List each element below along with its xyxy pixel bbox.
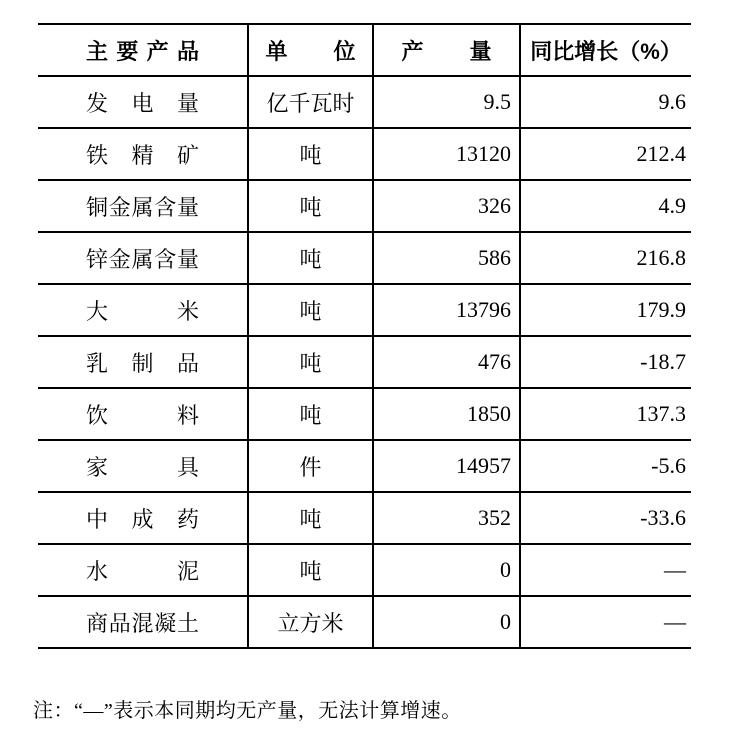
table-row: [38, 388, 691, 440]
output-cell: 352: [373, 492, 520, 544]
column-header-product: 主要产品: [38, 24, 248, 76]
growth-cell: 179.9: [520, 284, 691, 336]
unit-cell: 吨: [248, 388, 373, 440]
unit-cell: 吨: [248, 232, 373, 284]
column-header-unit: 单位: [248, 24, 373, 76]
product-cell: 中成药: [38, 492, 248, 544]
table-row: [38, 492, 691, 544]
output-cell: 586: [373, 232, 520, 284]
product-cell: 锌金属含量: [38, 232, 248, 284]
unit-cell: 吨: [248, 336, 373, 388]
output-cell: 1850: [373, 388, 520, 440]
product-cell: 铁精矿: [38, 128, 248, 180]
output-cell: 14957: [373, 440, 520, 492]
growth-cell: -33.6: [520, 492, 691, 544]
table-footnote: 注：“—”表示本同期均无产量，无法计算增速。: [33, 700, 462, 722]
growth-cell: 212.4: [520, 128, 691, 180]
growth-cell: 216.8: [520, 232, 691, 284]
unit-cell: 吨: [248, 492, 373, 544]
growth-cell: 4.9: [520, 180, 691, 232]
table-row: [38, 544, 691, 596]
unit-cell: 吨: [248, 544, 373, 596]
product-cell: 大米: [38, 284, 248, 336]
table-row: [38, 128, 691, 180]
table-row: [38, 180, 691, 232]
unit-cell: 吨: [248, 180, 373, 232]
output-cell: 0: [373, 544, 520, 596]
table-row: [38, 284, 691, 336]
product-cell: 商品混凝土: [38, 596, 248, 648]
product-cell: 家具: [38, 440, 248, 492]
output-cell: 0: [373, 596, 520, 648]
output-cell: 9.5: [373, 76, 520, 128]
products-output-table: [38, 23, 691, 649]
table-row: [38, 596, 691, 648]
product-cell: 水泥: [38, 544, 248, 596]
table-row: [38, 336, 691, 388]
output-cell: 326: [373, 180, 520, 232]
growth-cell: —: [520, 596, 691, 648]
unit-cell: 吨: [248, 284, 373, 336]
growth-cell: —: [520, 544, 691, 596]
header-row: [38, 24, 691, 76]
unit-cell: 立方米: [248, 596, 373, 648]
unit-cell: 件: [248, 440, 373, 492]
output-cell: 476: [373, 336, 520, 388]
unit-cell: 吨: [248, 128, 373, 180]
column-header-output: 产量: [373, 24, 520, 76]
column-header-growth: 同比增长（%）: [520, 24, 691, 76]
growth-cell: 9.6: [520, 76, 691, 128]
product-cell: 铜金属含量: [38, 180, 248, 232]
output-cell: 13120: [373, 128, 520, 180]
output-cell: 13796: [373, 284, 520, 336]
table-row: [38, 76, 691, 128]
table-row: [38, 232, 691, 284]
product-cell: 发电量: [38, 76, 248, 128]
growth-cell: -18.7: [520, 336, 691, 388]
growth-cell: 137.3: [520, 388, 691, 440]
product-cell: 乳制品: [38, 336, 248, 388]
growth-cell: -5.6: [520, 440, 691, 492]
product-cell: 饮料: [38, 388, 248, 440]
table-row: [38, 440, 691, 492]
unit-cell: 亿千瓦时: [248, 76, 373, 128]
